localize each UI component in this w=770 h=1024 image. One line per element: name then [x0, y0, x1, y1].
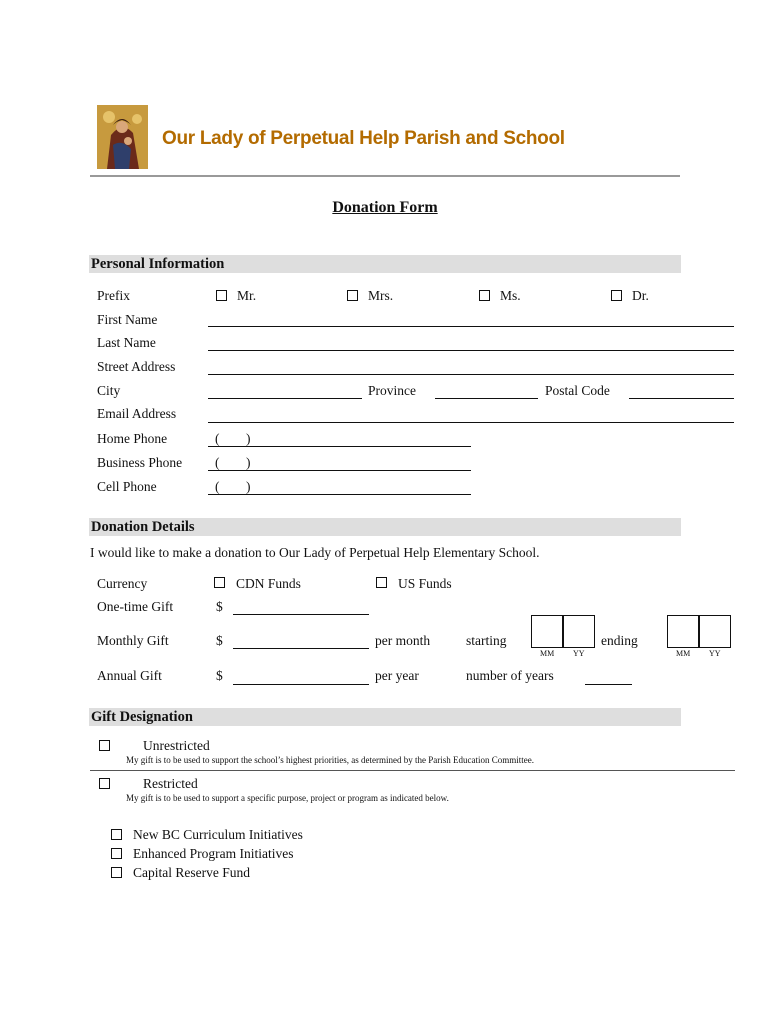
annual-gift-label: Annual Gift: [97, 668, 162, 683]
street-address-field[interactable]: [208, 374, 734, 375]
header-divider: [90, 175, 680, 177]
currency-label: Currency: [97, 576, 148, 591]
paren-close: ): [246, 455, 251, 470]
end-month-box[interactable]: [667, 615, 699, 648]
currency-cdn-checkbox[interactable]: [214, 577, 225, 588]
prefix-dr-checkbox[interactable]: [611, 290, 622, 301]
prefix-ms-label: Ms.: [500, 288, 521, 303]
restricted-label: Restricted: [143, 776, 198, 791]
section-title: Personal Information: [91, 256, 225, 272]
end-year-box[interactable]: [699, 615, 731, 648]
paren-close: ): [246, 479, 251, 494]
unrestricted-checkbox[interactable]: [99, 740, 110, 751]
province-field[interactable]: [435, 398, 538, 399]
ending-label: ending: [601, 633, 638, 648]
end-mm-caption: MM: [676, 649, 691, 658]
last-name-field[interactable]: [208, 350, 734, 351]
home-phone-field[interactable]: [208, 446, 471, 447]
one-time-gift-field[interactable]: [233, 614, 369, 615]
paren-open: (: [215, 431, 220, 446]
city-label: City: [97, 383, 121, 398]
prefix-mr-checkbox[interactable]: [216, 290, 227, 301]
unrestricted-note: My gift is to be used to support the school’s highest priorities, as determined by the Parish Education Committee.: [126, 755, 534, 765]
restricted-checkbox[interactable]: [99, 778, 110, 789]
start-mm-caption: MM: [540, 649, 555, 658]
postal-code-label: Postal Code: [545, 383, 610, 398]
start-year-box[interactable]: [563, 615, 595, 648]
cell-phone-label: Cell Phone: [97, 479, 157, 494]
city-field[interactable]: [208, 398, 362, 399]
section-gift-designation: [89, 708, 681, 726]
per-year-label: per year: [375, 668, 419, 683]
annual-gift-field[interactable]: [233, 684, 369, 685]
org-name: Our Lady of Perpetual Help Parish and School: [162, 128, 565, 149]
restricted-note: My gift is to be used to support a specific purpose, project or program as indicated below.: [126, 793, 449, 803]
one-time-gift-label: One-time Gift: [97, 599, 174, 614]
cell-phone-field[interactable]: [208, 494, 471, 495]
designation-divider: [90, 770, 735, 771]
prefix-mrs-label: Mrs.: [368, 288, 394, 303]
paren-open: (: [215, 479, 220, 494]
paren-open: (: [215, 455, 220, 470]
per-month-label: per month: [375, 633, 431, 648]
unrestricted-label: Unrestricted: [143, 738, 210, 753]
currency-us-checkbox[interactable]: [376, 577, 387, 588]
option-curriculum-label: New BC Curriculum Initiatives: [133, 827, 303, 842]
section-personal-information: [89, 255, 681, 273]
start-month-box[interactable]: [531, 615, 563, 648]
number-of-years-label: number of years: [466, 668, 554, 683]
last-name-label: Last Name: [97, 335, 156, 350]
option-enhanced-program-label: Enhanced Program Initiatives: [133, 846, 294, 861]
section-donation-details: [89, 518, 681, 536]
option-capital-reserve-checkbox[interactable]: [111, 867, 122, 878]
first-name-label: First Name: [97, 312, 158, 327]
prefix-ms-checkbox[interactable]: [479, 290, 490, 301]
first-name-field[interactable]: [208, 326, 734, 327]
home-phone-label: Home Phone: [97, 431, 168, 446]
prefix-mrs-checkbox[interactable]: [347, 290, 358, 301]
prefix-mr-label: Mr.: [237, 288, 257, 303]
business-phone-field[interactable]: [208, 470, 471, 471]
madonna-icon: [97, 105, 148, 169]
prefix-dr-label: Dr.: [632, 288, 649, 303]
number-of-years-field[interactable]: [585, 684, 632, 685]
dollar-sign: $: [216, 599, 223, 614]
monthly-gift-field[interactable]: [233, 648, 369, 649]
postal-code-field[interactable]: [629, 398, 734, 399]
province-label: Province: [368, 383, 416, 398]
start-yy-caption: YY: [573, 649, 585, 658]
end-yy-caption: YY: [709, 649, 721, 658]
starting-label: starting: [466, 633, 507, 648]
section-title: Donation Details: [91, 519, 195, 535]
paren-close: ): [246, 431, 251, 446]
currency-cdn-label: CDN Funds: [236, 576, 301, 591]
section-title: Gift Designation: [91, 709, 193, 725]
donation-intro: I would like to make a donation to Our Lady of Perpetual Help Elementary School.: [90, 545, 540, 560]
option-enhanced-program-checkbox[interactable]: [111, 848, 122, 859]
street-address-label: Street Address: [97, 359, 176, 374]
option-curriculum-checkbox[interactable]: [111, 829, 122, 840]
email-field[interactable]: [208, 422, 734, 423]
email-label: Email Address: [97, 406, 177, 421]
currency-us-label: US Funds: [398, 576, 452, 591]
dollar-sign: $: [216, 633, 223, 648]
monthly-gift-label: Monthly Gift: [97, 633, 169, 648]
dollar-sign: $: [216, 668, 223, 683]
form-title: Donation Form: [332, 199, 438, 216]
business-phone-label: Business Phone: [97, 455, 183, 470]
option-capital-reserve-label: Capital Reserve Fund: [133, 865, 250, 880]
prefix-label: Prefix: [97, 288, 130, 303]
